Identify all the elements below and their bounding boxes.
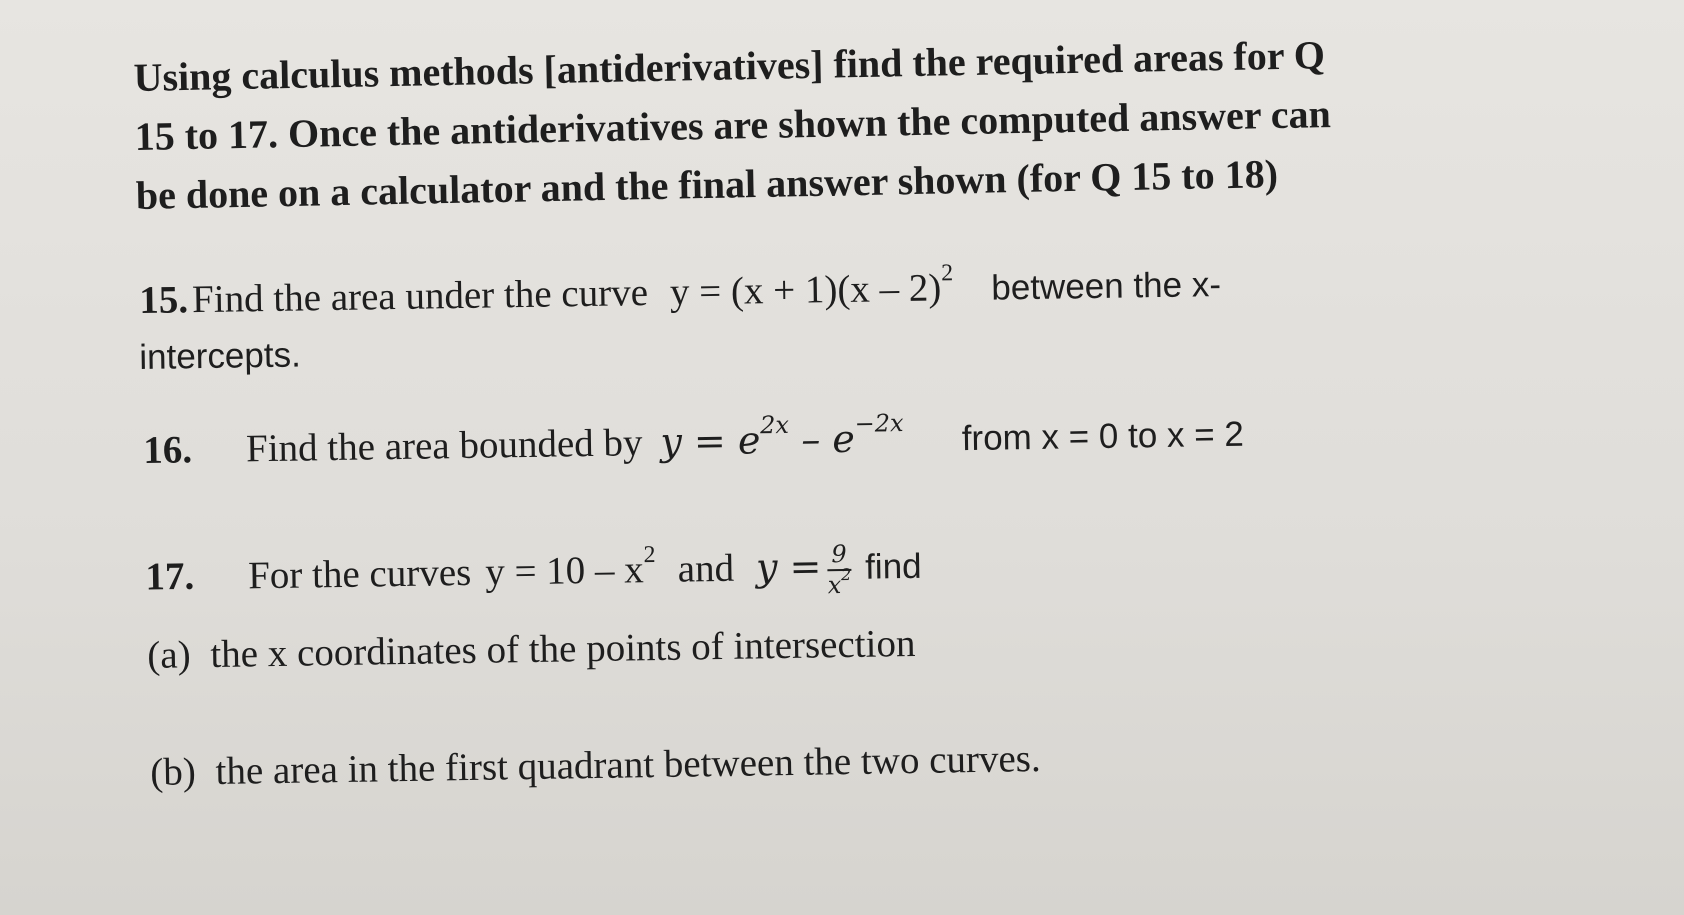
question-text: Find the area under the curve [191,271,649,322]
question-17-part-b [150,736,1041,795]
find-word: find [864,546,922,587]
question-17-part-a [147,621,916,678]
question-16 [143,411,1244,473]
question-text-tail: between the x- [991,265,1222,308]
question-number: 17. [145,554,195,599]
instructions-line-2: 15 to 17. Once the antiderivatives are shown the computed answer can [134,91,1332,159]
question-17 [145,538,922,610]
part-text: the area in the first quadrant between the two curves. [215,737,1041,793]
instructions-line-3: be done on a calculator and the final answer shown (for Q 15 to 18) [135,151,1279,218]
question-number: 15. [139,278,189,322]
instructions-line-1: Using calculus methods [antiderivatives] find the required areas for Q [133,32,1326,100]
equation: y = (x + 1)(x – 2)$^2$ [669,260,954,314]
question-text: Find the area bounded by [245,421,643,471]
instructions-paragraph [133,20,1616,225]
curve-1-equation: $y = 10 - x^2$ [484,541,656,594]
equation: $y = e^{2x} - e^{-2x}$ [660,409,904,464]
question-text: For the curves [247,550,472,597]
part-label: (b) [150,750,197,794]
question-number: 16. [143,428,193,472]
question-15-line-2: intercepts. [139,335,302,377]
curve-2-equation: y = $\frac{9}{x^2}$ [755,539,852,600]
part-text: the x coordinates of the points of intersection [210,621,916,677]
and-word: and [677,546,735,591]
range-text: from x = 0 to x = 2 [961,414,1245,459]
fraction: $\frac{9}{x^2}$ [827,539,852,600]
question-15 [139,261,1221,323]
part-label: (a) [147,633,191,677]
